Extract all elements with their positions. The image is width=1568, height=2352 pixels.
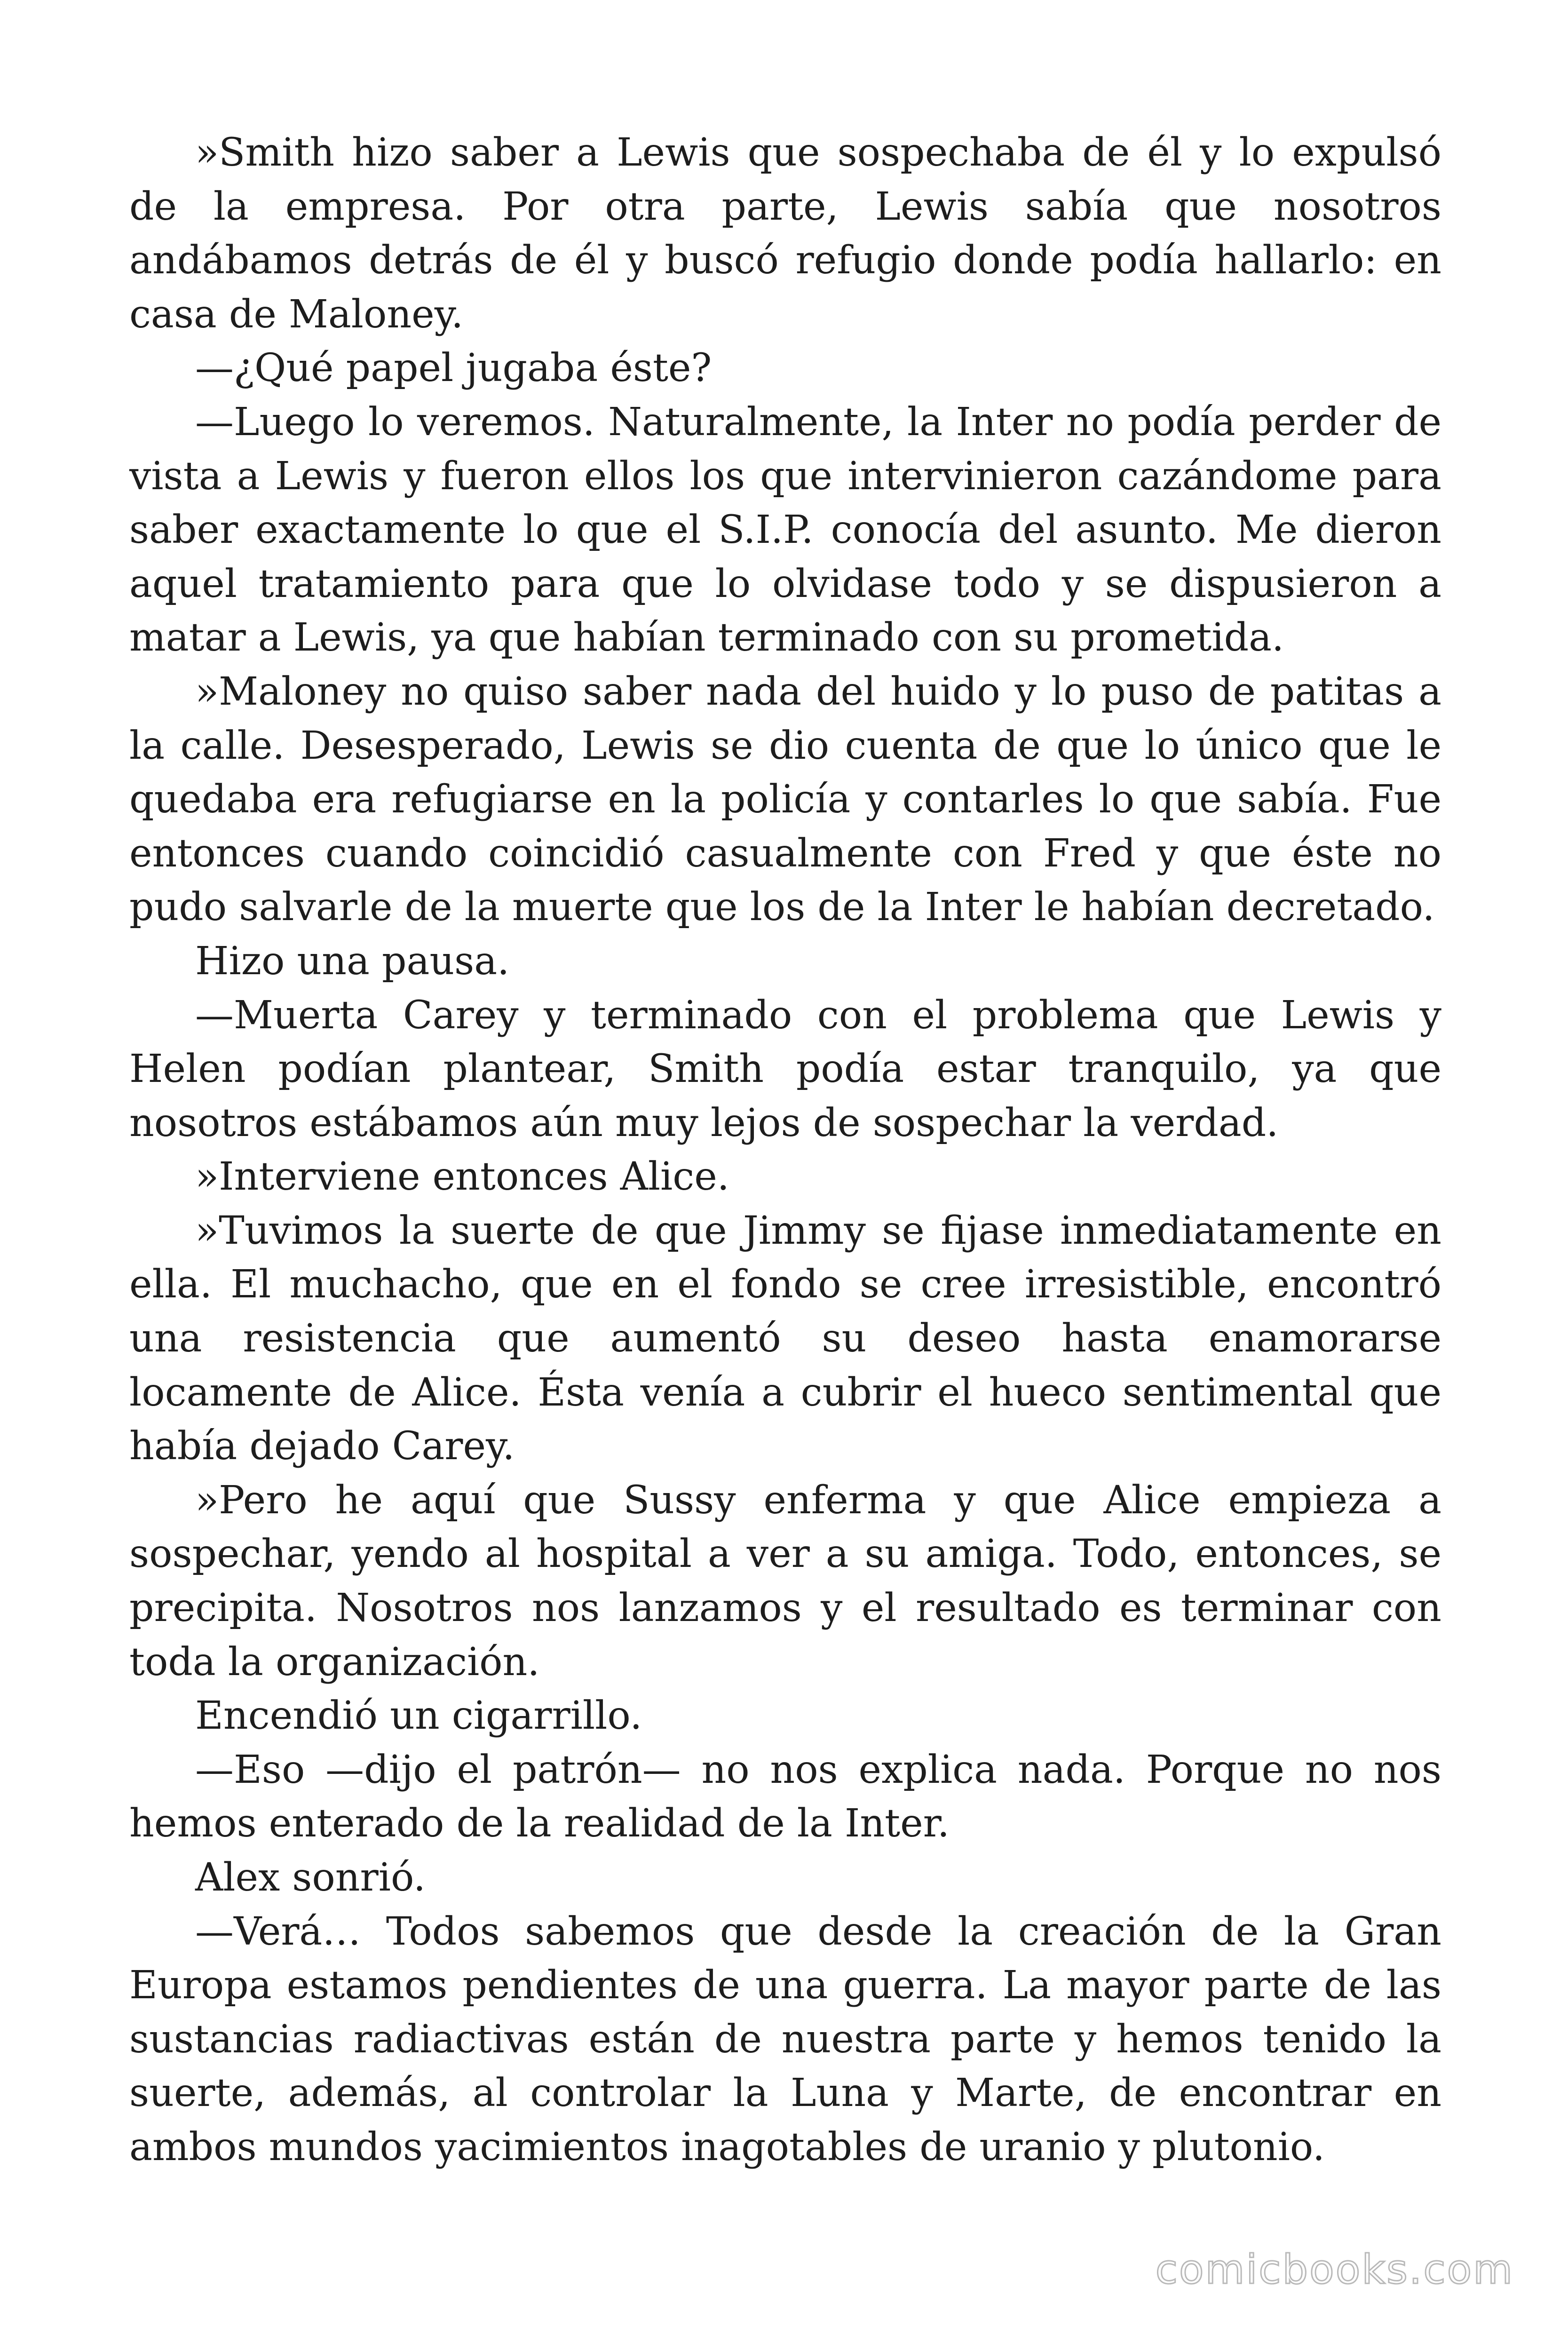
paragraph: —Verá… Todos sabemos que desde la creación de la Gran Europa estamos pendientes de una guerra. La mayor parte de las sustancias radiactivas están de nuestra parte y hemos tenido la suerte, además, al controlar la Luna y Marte, de encontrar en ambos mundos yacimientos inagotables de uranio y plutonio. (129, 1909, 1441, 2169)
paragraph: —Luego lo veremos. Naturalmente, la Inter no podía perder de vista a Lewis y fueron ellos los que intervinieron cazándome para saber exactamente lo que el S.I.P. conocía del asunto. Me dieron aquel tratamiento para que lo olvidase todo y se dispusieron a matar a Lewis, ya que habían terminado con su prometida. (129, 399, 1441, 660)
watermark: comicbooks.com (1155, 2246, 1514, 2293)
paragraph: »Maloney no quiso saber nada del huido y lo puso de patitas a la calle. Desesperado, Lewis se dio cuenta de que lo único que le quedaba era refugiarse en la policía y contarles lo que sabía. Fue entonces cuando coincidió casualmente con Fred y que éste no pudo salvarle de la muerte que los de la Inter le habían decretado. (129, 669, 1441, 930)
body-text (129, 126, 1441, 2175)
paragraph: »Smith hizo saber a Lewis que sospechaba de él y lo expulsó de la empresa. Por otra parte, Lewis sabía que nosotros andábamos detrás de él y buscó refugio donde podía hallarlo: en casa de Maloney. (129, 130, 1441, 337)
paragraph: Hizo una pausa. (195, 938, 510, 984)
paragraph: Alex sonrió. (195, 1855, 426, 1900)
paragraph: —Muerta Carey y terminado con el problema que Lewis y Helen podían plantear, Smith podía estar tranquilo, ya que nosotros estábamos aún muy lejos de sospechar la verdad. (129, 993, 1441, 1145)
paragraph: —Eso —dijo el patrón— no nos explica nada. Porque no nos hemos enterado de la realidad de la Inter. (129, 1747, 1441, 1846)
paragraph: »Pero he aquí que Sussy enferma y que Alice empieza a sospechar, yendo al hospital a ver a su amiga. Todo, entonces, se precipita. Nosotros nos lanzamos y el resultado es terminar con toda la organización. (129, 1478, 1441, 1685)
paragraph: »Interviene entonces Alice. (195, 1154, 729, 1200)
paragraph: Encendió un cigarrillo. (195, 1693, 642, 1739)
paragraph: »Tuvimos la suerte de que Jimmy se fijase inmediatamente en ella. El muchacho, que en el fondo se cree irresistible, encontró una resistencia que aumentó su deseo hasta enamorarse locamente de Alice. Ésta venía a cubrir el hueco sentimental que había dejado Carey. (129, 1208, 1441, 1469)
paragraph: —¿Qué papel jugaba éste? (195, 346, 712, 391)
